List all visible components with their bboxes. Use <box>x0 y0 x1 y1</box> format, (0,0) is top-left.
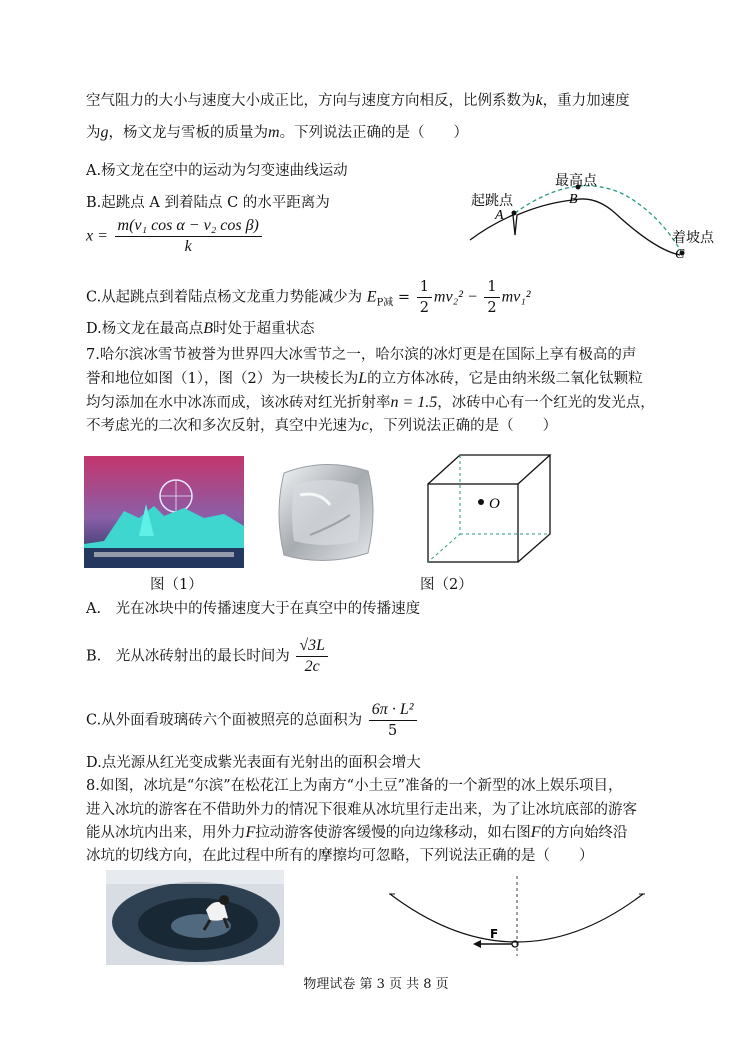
q6-option-c: C.从起跳点到着陆点杨文龙重力势能减少为 $E_{P减}$ = $\frac{1}{2}$ mv₂² − $\frac{1}{2}$ mv₁² <box>86 279 531 316</box>
q6-option-a: A.杨文龙在空中的运动为匀变速曲线运动 <box>86 163 348 179</box>
label-b: B <box>569 192 578 207</box>
label-o: O <box>489 496 500 512</box>
q7-line-4: 不考虑光的二次和多次反射，真空中光速为c，下列说法正确的是（ ） <box>86 417 558 434</box>
figure-1-caption: 图（1） <box>150 577 203 593</box>
page-footer: 物理试卷 第 3 页 共 8 页 <box>303 977 449 992</box>
q6-option-d: D.杨文龙在最高点B时处于超重状态 <box>86 320 315 337</box>
label-start-point: 起跳点 <box>471 193 513 209</box>
q7-line-1: 7.哈尔滨冰雪节被誉为世界四大冰雪节之一，哈尔滨的冰灯更是在国际上享有极高的声 <box>86 347 637 363</box>
ski-jump-diagram <box>465 165 730 265</box>
q8-line-3: 能从冰坑内出来，用外力F拉动游客使游客缓慢的向边缘移动，如右图F的方向始终沿 <box>86 824 628 841</box>
q7-line-2: 誉和地位如图（1），图（2）为一块棱长为L的立方体冰砖，它是由纳米级二氧化钛颗粒 <box>86 370 643 387</box>
intro-line-2: 为g，杨文龙与雪板的质量为m。下列说法正确的是（ ） <box>86 124 469 141</box>
q7-option-d: D.点光源从红光变成紫光表面有光射出的面积会增大 <box>86 755 421 771</box>
label-a: A <box>495 208 504 223</box>
ice-pit-diagram <box>385 872 650 957</box>
q7-line-3: 均匀添加在水中冰冻而成，该冰砖对红光折射率n = 1.5，冰砖中心有一个红光的发光点， <box>86 394 655 411</box>
label-landing-point: 着坡点 <box>672 230 714 246</box>
figure-2-caption: 图（2） <box>420 577 473 593</box>
q8-line-4: 冰坑的切线方向，在此过程中所有的摩擦均可忽略，下列说法正确的是（ ） <box>86 848 594 864</box>
ice-cube-photo <box>270 455 382 570</box>
label-highest-point: 最高点 <box>555 173 597 189</box>
q6-option-b-formula: x = $\frac{\text{m(v₁ cos α − v₂ cos β)}}{k}$ <box>86 216 264 257</box>
cube-diagram <box>425 452 560 567</box>
q8-line-1: 8.如图，冰坑是“尔滨”在松花江上为南方“小土豆”准备的一个新型的冰上娱乐项目， <box>86 778 623 794</box>
q7-option-c: C.从外面看玻璃砖六个面被照亮的总面积为 $\frac{\text{6π · L²}}{5}$ <box>86 700 419 741</box>
q7-option-a: A. 光在冰块中的传播速度大于在真空中的传播速度 <box>86 601 421 617</box>
q8-line-2: 进入冰坑的游客在不借助外力的情况下很难从冰坑里行走出来，为了让冰坑底部的游客 <box>86 802 637 818</box>
ice-festival-photo <box>84 456 244 568</box>
label-f: F <box>490 927 499 941</box>
q6-option-b: B.起跳点 A 到着陆点 C 的水平距离为 <box>86 195 330 211</box>
ice-pit-photo <box>106 870 284 965</box>
intro-line-1: 空气阻力的大小与速度大小成正比，方向与速度方向相反，比例系数为k，重力加速度 <box>86 92 630 109</box>
q7-option-b: B. 光从冰砖射出的最长时间为 $\frac{√3L}{2c}$ <box>86 636 330 677</box>
label-c: C <box>675 247 685 262</box>
